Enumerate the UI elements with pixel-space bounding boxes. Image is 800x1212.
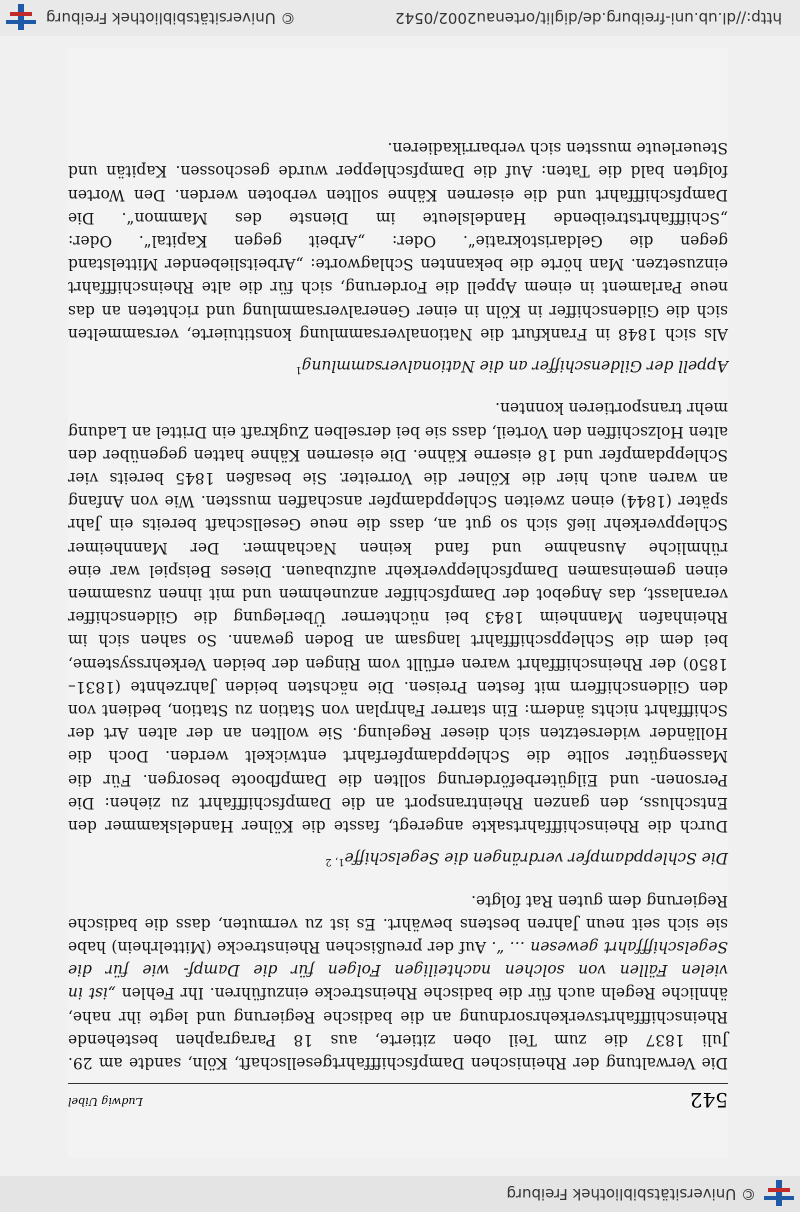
page-number: 542 bbox=[689, 1088, 728, 1112]
document-page bbox=[68, 48, 728, 1158]
document-url-link[interactable]: http://dl.ub.uni-freiburg.de/diglit/ortenau2002/0542 bbox=[395, 9, 782, 27]
paragraph-1-text-a: Die Verwaltung der Rheinischen Dampfschifffahrtgesellschaft, Köln, sandte am 29. Juli 1837 die zum Teil oben zitierte, aus 18 Paragraphen bestehende Rheinschifffahrtsverkehrsordnung an die badische Regierung und legte ihr nahe, ähnliche Regeln auch für die badische Rheinstrecke einzuführen. Ihr Fehlen bbox=[68, 984, 728, 1072]
section-heading-1-text: Die Schleppdampfer verdrängen die Segelschiffe bbox=[344, 849, 728, 868]
viewer-top-bar bbox=[0, 1176, 800, 1212]
copyright-text-bottom: © Universitätsbibliothek Freiburg bbox=[46, 9, 296, 27]
section-heading-2-text: Appell der Gildenschiffer an die Nationalversammlung bbox=[301, 357, 728, 376]
running-author: Ludwig Uibel bbox=[68, 1095, 143, 1108]
ub-freiburg-logo-icon bbox=[764, 1180, 794, 1206]
copyright-text: © Universitätsbibliothek Freiburg bbox=[506, 1185, 756, 1203]
paragraph-1-text-b: Auf der preußischen Rheinstrecke (Mittelrhein) habe sie sich seit neun Jahren bestens bewährt. Es ist zu vermuten, dass die badische Regierung dem guten Rat folgte. bbox=[68, 891, 728, 956]
ub-freiburg-logo-icon-bottom bbox=[6, 4, 36, 30]
footnote-ref-2: 1 bbox=[295, 364, 302, 376]
section-heading-1 bbox=[68, 846, 728, 873]
viewer-bottom-bar bbox=[0, 0, 800, 36]
paragraph-2: Durch die Rheinschifffahrtsakte angeregt, fasste die Kölner Handelskammer den Entschluss, den ganzen Rheintransport an die Dampfschifffahrt zu ziehen: Die Personen- und Eilgüterbeförderung sollten die Dampfboote besorgen. Für die Massengüter sollte die Schleppdampferfahrt entwickelt werden. Doch die Holländer widersetzten sich dieser Regelung. Sie wollten an der alten Art der Schifffahrt nichts ändern: Ein starrer Fahrplan von Station zu Station, bedient von den Gildenschiffern mit festen Preisen. Die nächsten beiden Jahrzehnte (1831–1850) der Rheinschifffahrt waren erfüllt vom Ringen der beiden Verkehrssysteme, bei dem die Schleppschifffahrt langsam an Boden gewann. So sahen sich im Rheinhafen Mannheim 1843 bei nüchterner Überlegung die Gildenschiffer veranlasst, das Angebot der Dampfschiffer anzunehmen und mit ihnen zusammen einen gemeinsamen Dampfschleppverkehr aufzubauen. Dieses Beispiel war eine rühmliche Ausnahme und fand keinen Nachahmer. Der Mannheimer Schleppverkehr ließ sich so gut an, dass die neue Gesellschaft bereits ein Jahr später (1844) einen zweiten Schleppdampfer anschaffen mussten. Wie von Anfang an waren auch hier die Kölner die Vorreiter. Sie besaßen 1845 bereits vier Schleppdampfer und 18 eiserne Kähne. Die eisernen Kähne hatten gegenüber den alten Holzschiffen den Vorteil, dass sie bei derselben Zugkraft ein Drittel an Ladung mehr transportieren konnten. bbox=[68, 399, 728, 836]
paragraph-3: Als sich 1848 in Frankfurt die Nationalversammlung konstituierte, versammelten sich die Gildenschiffer in Köln in einer Generalversammlung und richteten an das neue Parlament in einem Appell die Forderung, sich für die alte Rheinschifffahrt einzusetzen. Man hörte die bekannten Schlagworte: „Arbeitsliebender Mittelstand gegen die Geldaristokratie“. Oder: „Arbeit gegen Kapital“. Oder: „Schifffahrtstreibende Handelsleute im Dienste des Mammon“. Die Dampfschifffahrt und die eisernen Kähne sollten verboten werden. Den Worten folgten bald die Taten: Auf die Dampfschlepper wurde geschossen. Kapitän und Steuerleute mussten sich verbarrikadieren. bbox=[68, 139, 728, 343]
section-heading-2 bbox=[68, 354, 728, 381]
page-body bbox=[68, 121, 728, 1074]
footnote-ref-1: 1, 2 bbox=[325, 856, 345, 868]
paragraph-1-quote: „ist in vielen Fällen von solchen nachteiligen Folgen für die Dampf- wie für die Segelschifffahrt gewesen … “. bbox=[68, 937, 728, 1003]
page-header bbox=[68, 1083, 728, 1112]
paragraph-1 bbox=[68, 888, 728, 1074]
